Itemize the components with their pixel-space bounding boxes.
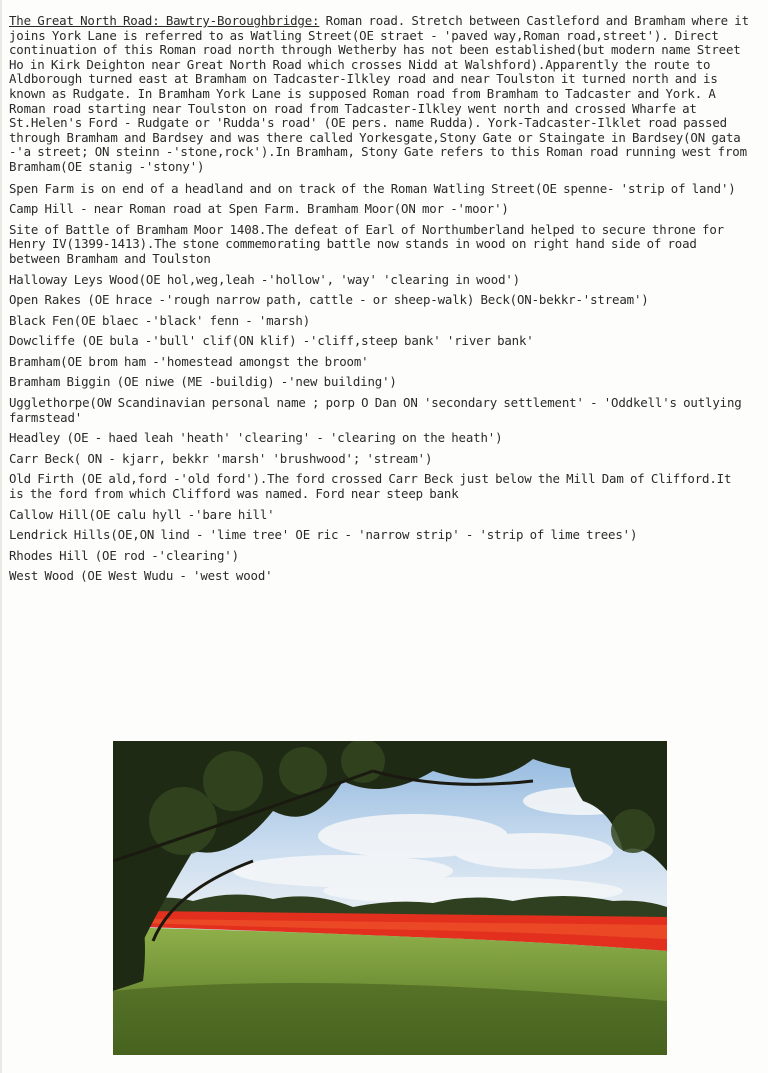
paragraph-rhodes-hill: Rhodes Hill (OE rod -'clearing')	[9, 547, 239, 563]
paragraph-spen-farm: Spen Farm is on end of a headland and on track of the Roman Watling Street(OE spenne- 'strip of land')	[9, 180, 736, 196]
paragraph-carr-beck: Carr Beck( ON - kjarr, bekkr 'marsh' 'brushwood'; 'stream')	[9, 450, 433, 466]
paragraph-callow-hill: Callow Hill(OE calu hyll -'bare hill'	[9, 506, 275, 522]
paragraph-west-wood: West Wood (OE West Wudu - 'west wood'	[9, 568, 273, 584]
paragraph-old-firth: Old Firth (OE ald,ford -'old ford').The ford crossed Carr Beck just below the Mill Dam of Clifford.It is the ford from which Clifford was named. Ford near steep bank	[9, 471, 732, 502]
paragraph-headley: Headley (OE - haed leah 'heath' 'clearing' - 'clearing on the heath')	[9, 430, 503, 446]
paragraph-lendrick-hills: Lendrick Hills(OE,ON lind - 'lime tree' OE ric - 'narrow strip' - 'strip of lime trees')	[9, 527, 638, 543]
landscape-photo	[113, 741, 667, 1055]
paragraph-black-fen: Black Fen(OE blaec -'black' fenn - 'marsh)	[9, 312, 311, 328]
paragraph-battle-bramham-moor: Site of Battle of Bramham Moor 1408.The defeat of Earl of Northumberland helped to secure throne for Henry IV(1399-1413).The stone commemorating battle now stands in wood on right hand side of road between Bramham and Toulston	[9, 221, 724, 266]
paragraph-bramham: Bramham(OE brom ham -'homestead amongst the broom'	[9, 353, 369, 369]
paragraph-dowcliffe: Dowcliffe (OE bula -'bull' clif(ON klif) -'cliff,steep bank' 'river bank'	[9, 333, 534, 349]
paragraph-title: The Great North Road: Bawtry-Boroughbridge:	[9, 13, 320, 28]
paragraph-open-rakes: Open Rakes (OE hrace -'rough narrow path, cattle - or sheep-walk) Beck(ON-bekkr-'stream')	[9, 292, 649, 308]
text-block	[9, 14, 749, 590]
paragraph-great-north-road	[9, 14, 749, 175]
paragraph-camp-hill: Camp Hill - near Roman road at Spen Farm. Bramham Moor(ON mor -'moor')	[9, 201, 509, 217]
paragraph-bramham-biggin: Bramham Biggin (OE niwe (ME -buildig) -'new building')	[9, 374, 397, 390]
paragraph-halloway-leys: Halloway Leys Wood(OE hol,weg,leah -'hollow', 'way' 'clearing in wood')	[9, 271, 520, 287]
photo-graphic	[113, 741, 667, 1055]
paragraph-ugglethorpe: Ugglethorpe(OW Scandinavian personal name ; porp O Dan ON 'secondary settlement' - 'Oddkell's outlying farmstead'	[9, 395, 742, 425]
paragraph-text: Roman road. Stretch between Castleford and Bramham where it joins York Lane is referred to as Watling Street(OE straet - 'paved way,Roman road,street'). Direct continuation of this Roman road north through Wetherby has not been established(but modern name Street Ho in Kirk Deighton near Great North Road which crosses Nidd at Walshford).Apparently the route to Aldborough turned east at Bramham on Tadcaster-Ilkley road and near Toulston it turned north and is known as Rudgate. In Bramham York Lane is supposed Roman road from Bramham to Tadcaster and York. A Roman road starting near Toulston on road from Tadcaster-Ilkley went north and crossed Wharfe at St.Helen's Ford - Rudgate or 'Rudda's road' (OE pers. name Rudda). York-Tadcaster-Ilklet road passed through Bramham and Bardsey and was there called Yorkesgate,Stony Gate or Staingate in Bardsey(ON gata -'a street; ON steinn -'stone,rock').In Bramham, Stony Gate refers to this Roman road running west from Bramham(OE stanig -'stony')	[9, 13, 749, 174]
page-edge	[0, 0, 2, 1073]
